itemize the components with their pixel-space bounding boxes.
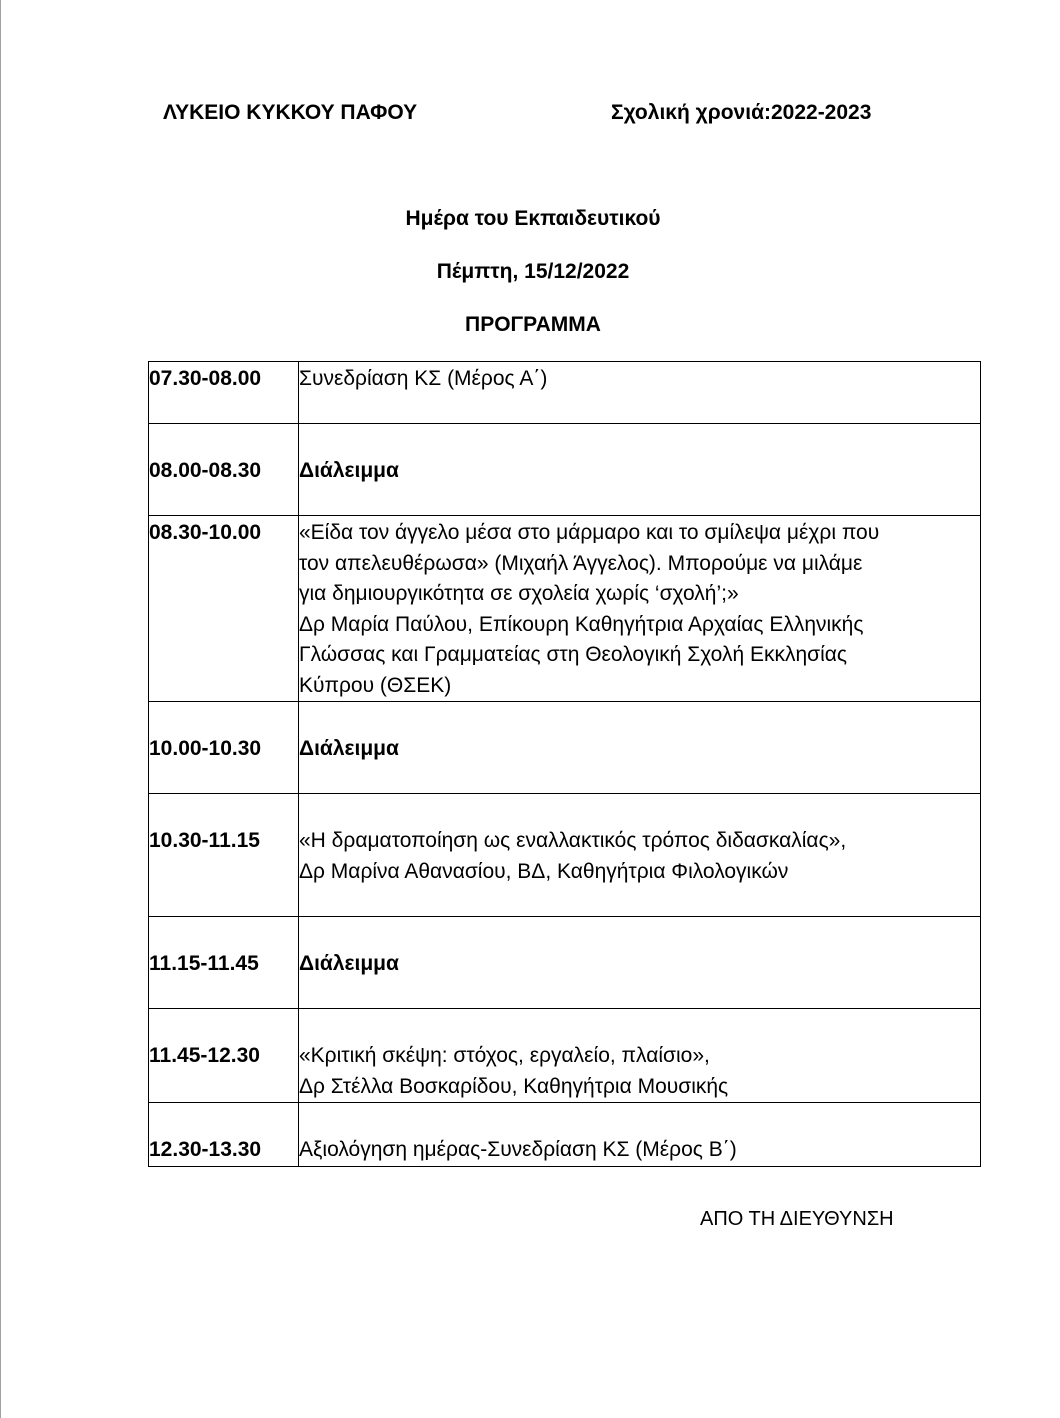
time-slot: 10.30-11.15 (149, 829, 260, 852)
time-slot: 11.45-12.30 (149, 1044, 260, 1067)
speaker-line: Δρ Μαρία Παύλου, Επίκουρη Καθηγήτρια Αρχαίας Ελληνικής (299, 612, 864, 636)
speaker-line: Γλώσσας και Γραμματείας στη Θεολογική Σχολή Εκκλησίας (299, 643, 848, 666)
break-label: Διάλειμμα (299, 459, 399, 482)
page-edge (0, 0, 1, 1418)
content-cell (299, 424, 981, 516)
school-name: ΛΥΚΕΙΟ ΚΥΚΚΟΥ ΠΑΦΟΥ (163, 101, 418, 124)
schedule-row (149, 516, 981, 702)
schedule-row (149, 1103, 981, 1167)
content-cell (299, 794, 981, 917)
speaker-line: Δρ Μαρίνα Αθανασίου, ΒΔ, Καθηγήτρια Φιλολογικών (299, 859, 789, 883)
time-cell (149, 702, 299, 794)
event-title: Ημέρα του Εκπαιδευτικού (405, 207, 661, 230)
time-cell (149, 424, 299, 516)
schedule-table (148, 361, 981, 1167)
school-year: Σχολική χρονιά:2022-2023 (611, 101, 872, 124)
time-slot: 12.30-13.30 (149, 1138, 262, 1161)
content-cell (299, 917, 981, 1009)
content-cell (299, 1103, 981, 1167)
session-line: για δημιουργικότητα σε σχολεία χωρίς ‘σχολή’;» (299, 582, 739, 605)
event-date: Πέμπτη, 15/12/2022 (436, 260, 630, 283)
program-title: ΠΡΟΓΡΑΜΜΑ (465, 313, 601, 336)
schedule-row (149, 424, 981, 516)
session-line: «Κριτική σκέψη: στόχος, εργαλείο, πλαίσιο», (299, 1044, 710, 1067)
speaker-line: Κύπρου (ΘΣΕΚ) (299, 673, 452, 697)
time-cell (149, 917, 299, 1009)
time-cell (149, 516, 299, 702)
time-cell (149, 1009, 299, 1103)
session-line: τον απελευθέρωσα» (Μιχαήλ Άγγελος). Μπορούμε να μιλάμε (299, 551, 863, 575)
schedule-row (149, 917, 981, 1009)
speaker-line: Δρ Στέλλα Βοσκαρίδου, Καθηγήτρια Μουσικής (299, 1074, 729, 1098)
schedule-row (149, 702, 981, 794)
session-line: «Είδα τον άγγελο μέσα στο μάρμαρο και το σμίλεψα μέχρι που (299, 521, 880, 544)
signature: ΑΠΟ ΤΗ ΔΙΕΥΘΥΝΣΗ (700, 1208, 894, 1230)
content-cell (299, 702, 981, 794)
content-cell (299, 362, 981, 424)
time-slot: 07.30-08.00 (149, 367, 262, 390)
content-cell (299, 1009, 981, 1103)
content-cell (299, 516, 981, 702)
time-cell (149, 794, 299, 917)
session-line: «Η δραματοποίηση ως εναλλακτικός τρόπος διδασκαλίας», (299, 829, 847, 852)
session-line: Αξιολόγηση ημέρας-Συνεδρίαση ΚΣ (Μέρος Β΄) (299, 1138, 737, 1161)
schedule-row (149, 794, 981, 917)
time-slot: 08.30-10.00 (149, 521, 262, 544)
schedule-row (149, 1009, 981, 1103)
schedule-row (149, 362, 981, 424)
time-slot: 08.00-08.30 (149, 459, 262, 482)
time-slot: 10.00-10.30 (149, 737, 262, 760)
break-label: Διάλειμμα (299, 737, 399, 760)
session-line: Συνεδρίαση ΚΣ (Μέρος Α΄) (299, 367, 548, 390)
break-label: Διάλειμμα (299, 952, 399, 975)
time-slot: 11.15-11.45 (149, 952, 259, 975)
time-cell (149, 362, 299, 424)
time-cell (149, 1103, 299, 1167)
